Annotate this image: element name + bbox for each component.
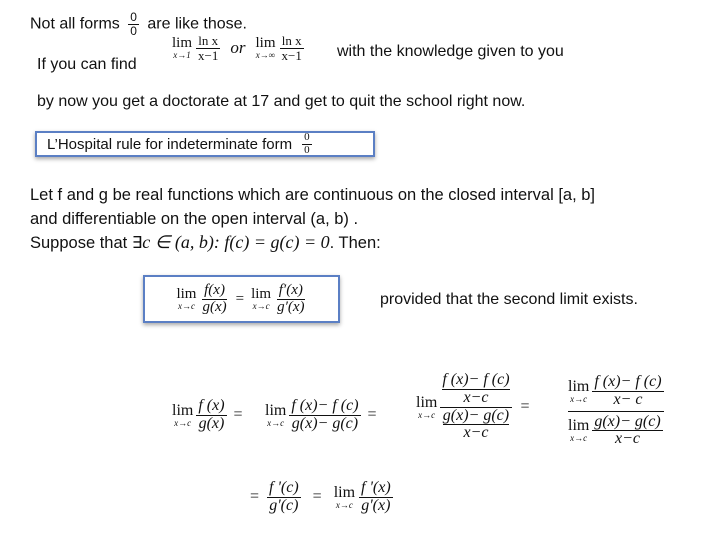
- proof-term-1: lim x→c $\frac{f (x)}{g(x)}$ =: [172, 397, 243, 432]
- theorem-line-3: Suppose that ∃c ∈ (a, b): f(c) = g(c) = 0. Then:: [30, 232, 381, 252]
- rule-zero-over-zero: $\frac{0}{0}$: [304, 130, 310, 156]
- formula-rhs: $\frac{f'(x)}{g'(x)}$: [277, 281, 305, 315]
- rule-title-box: [35, 131, 375, 157]
- zero-over-zero: $\frac{0}{0}$: [130, 10, 137, 38]
- knowledge-text: with the knowledge given to you: [337, 43, 564, 60]
- intro-text-a: Not all forms: [30, 15, 120, 33]
- formula-lhs: $\frac{f(x)}{g(x)}$: [202, 281, 227, 315]
- theorem-line-2: and differentiable on the open interval (a, b) .: [30, 210, 359, 228]
- doctorate-text: by now you get a doctorate at 17 and get to quit the school right now.: [37, 93, 526, 110]
- proof-term-4: lim x→c $\frac{f (x)- f (c)}{x- c}$ lim x→c $\frac{g(x)- g(c)}{x-c}$: [568, 373, 662, 448]
- ln-x-fraction-2: $\frac{\text{ln x}}{x-1}$: [281, 33, 302, 63]
- proof-term-3: lim x→c f (x)− f (c) x−c g(x)− g(c) x−c =: [416, 371, 530, 442]
- lhospital-formula-box: lim x→c $\frac{f(x)}{g(x)}$ = lim x→c $\frac{f'(x)}{g'(x)}$: [143, 275, 340, 323]
- or-word: or: [230, 38, 246, 58]
- intro-text-b: are like those.: [147, 15, 247, 33]
- ln-x-fraction-1: $\frac{\text{ln x}}{x-1}$: [198, 33, 219, 63]
- find-text: If you can find: [37, 56, 137, 73]
- proof-final: = $\frac{f '(c)}{g'(c)}$ = lim x→c $\frac{f '(x)}{g'(x)}$: [250, 479, 391, 514]
- provided-text: provided that the second limit exists.: [380, 291, 638, 308]
- proof-term-2: lim x→c $\frac{f (x)- f (c)}{g(x)- g(c)}$ =: [265, 397, 377, 432]
- theorem-line-1: Let f and g be real functions which are continuous on the closed interval [a, b]: [30, 186, 596, 204]
- intro-limits: [172, 34, 304, 62]
- limit-x-to-1: lim x→1: [172, 35, 193, 61]
- rule-title: L’Hospital rule for indeterminate form: [47, 135, 293, 153]
- limit-x-to-inf: lim x→∞: [255, 35, 276, 61]
